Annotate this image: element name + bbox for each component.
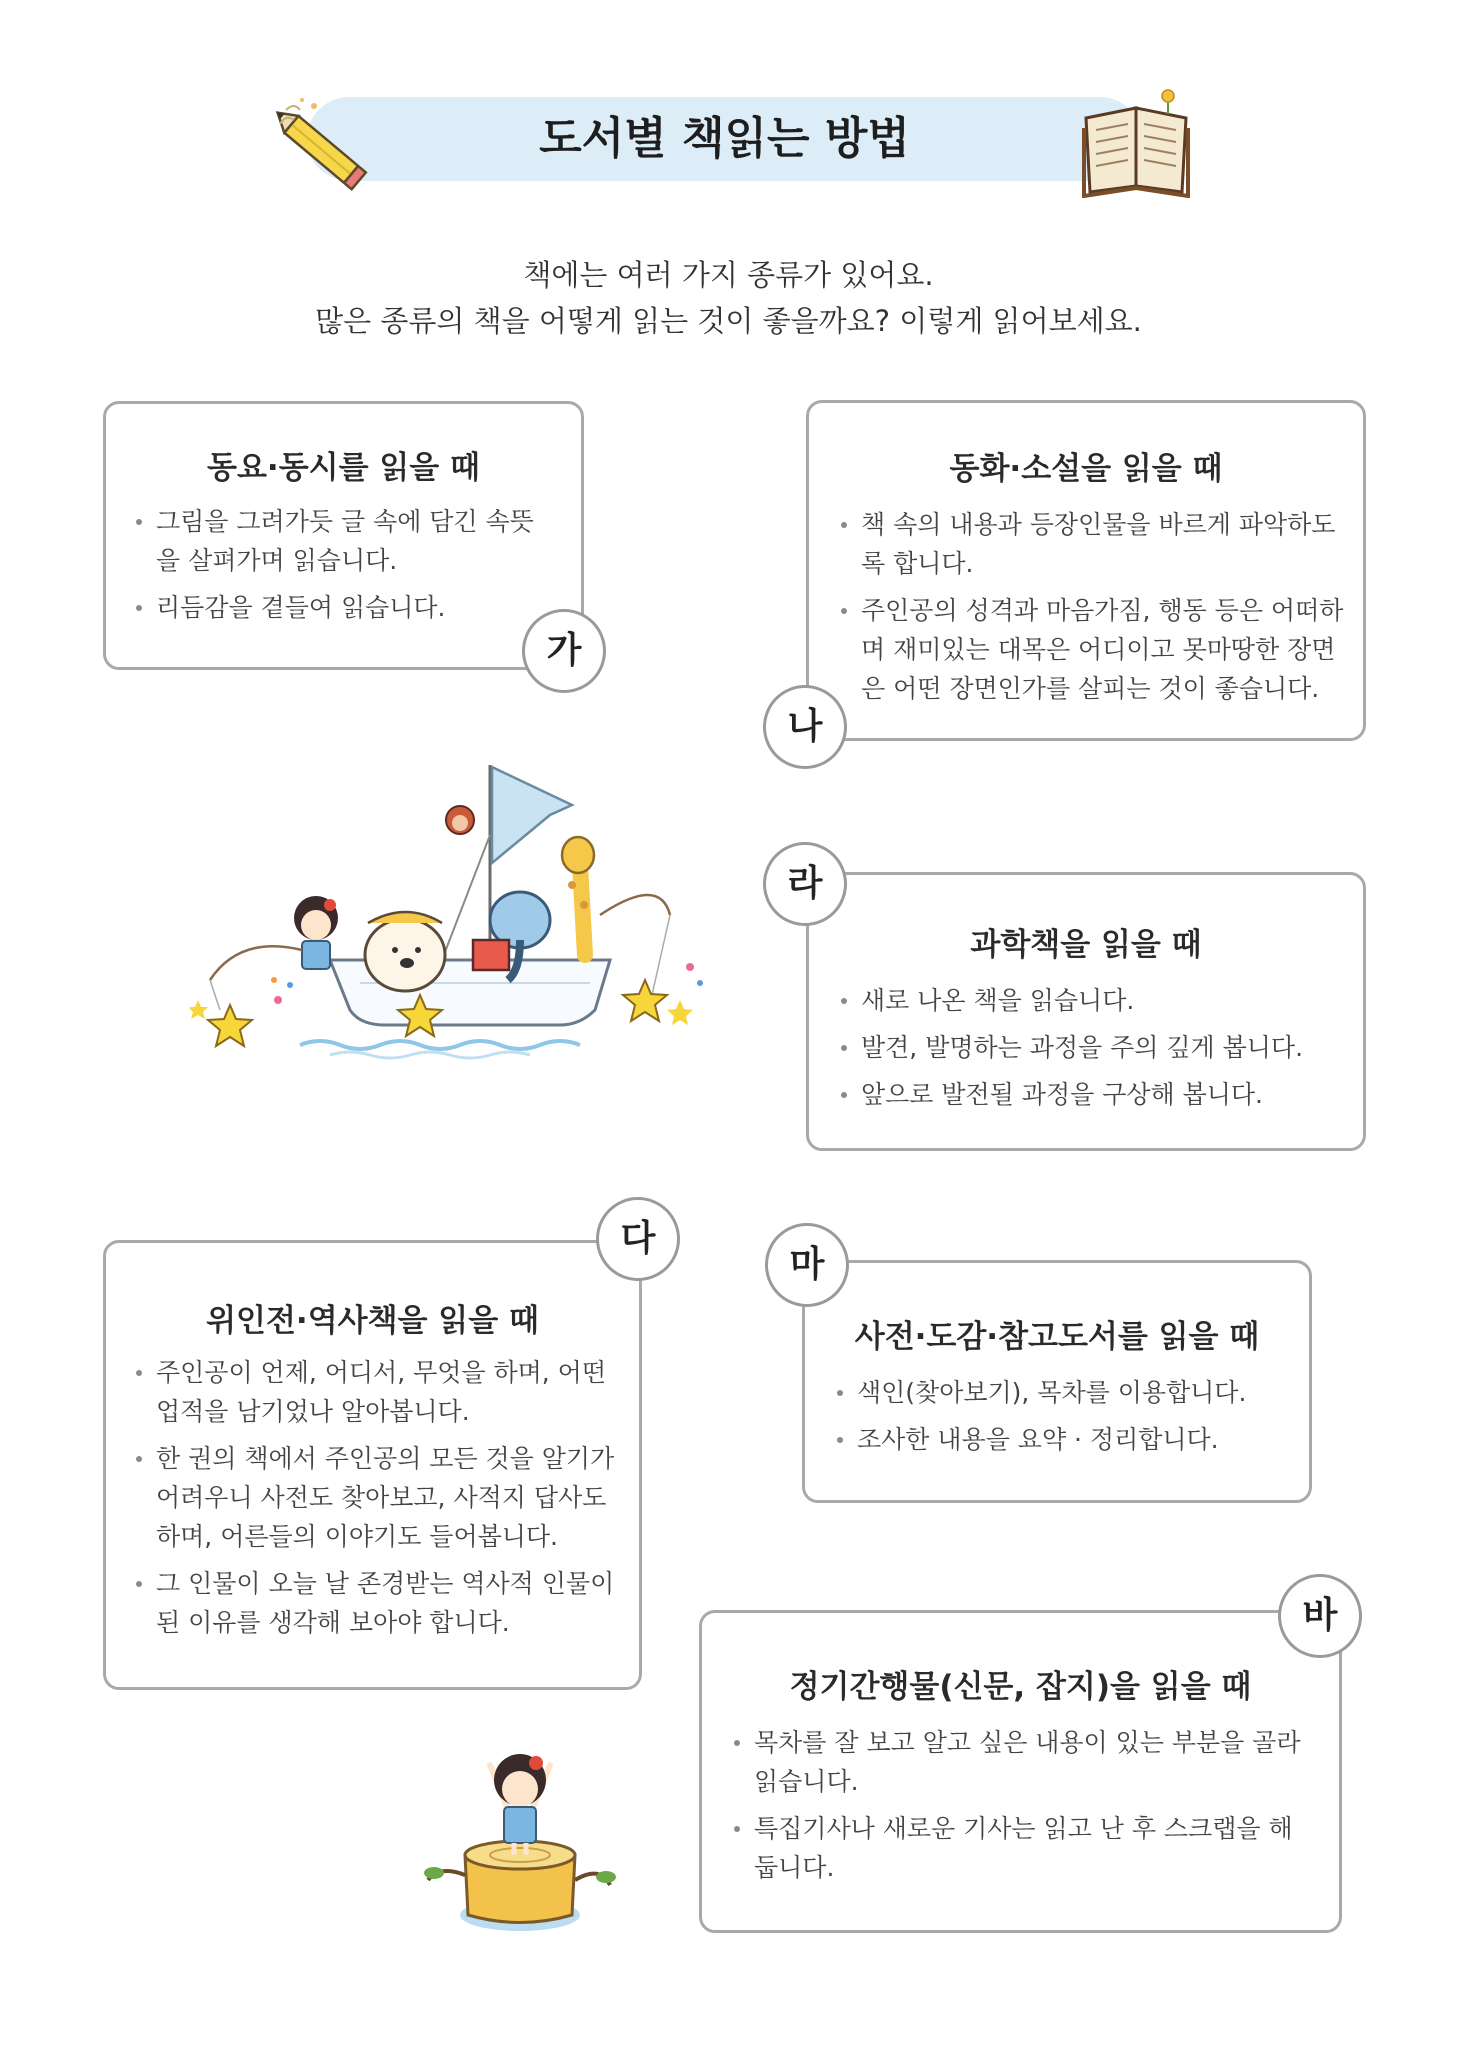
bullet-item: 앞으로 발전될 과정을 구상해 봅니다. <box>839 1075 1344 1114</box>
bullet-item: 조사한 내용을 요약 · 정리합니다. <box>835 1420 1295 1459</box>
bullet-item: 한 권의 책에서 주인공의 모든 것을 알기가 어려우니 사전도 찾아보고, 사적지 답사도 하며, 어른들의 이야기도 들어봅니다. <box>134 1439 624 1556</box>
badge-ra: 라 <box>763 842 847 926</box>
card-title: 과학책을 읽을 때 <box>970 927 1202 963</box>
girl-on-stump-illustration <box>420 1715 620 1945</box>
card-title: 정기간행물(신문, 잡지)을 읽을 때 <box>789 1669 1252 1705</box>
bullet-item: 새로 나온 책을 읽습니다. <box>839 981 1344 1020</box>
badge-ma: 마 <box>765 1223 849 1307</box>
card-reference-books <box>802 1260 1312 1503</box>
bullet-item: 리듬감을 곁들여 읽습니다. <box>134 588 554 627</box>
card-periodicals <box>699 1610 1342 1933</box>
bullet-list <box>732 1723 1322 1895</box>
badge-da: 다 <box>596 1197 680 1281</box>
bullet-list <box>134 1353 624 1650</box>
bullet-item: 목차를 잘 보고 알고 싶은 내용이 있는 부분을 골라 읽습니다. <box>732 1723 1322 1801</box>
bullet-list <box>839 505 1344 716</box>
card-title: 위인전·역사책을 읽을 때 <box>206 1303 539 1339</box>
intro-line-1: 책에는 여러 가지 종류가 있어요. <box>523 258 934 292</box>
open-book-icon <box>1076 88 1206 198</box>
card-nursery-rhymes <box>103 401 584 670</box>
bullet-item: 그림을 그려가듯 글 속에 담긴 속뜻을 살펴가며 읽습니다. <box>134 502 554 580</box>
intro-text <box>0 252 1457 344</box>
bullet-list <box>134 502 554 635</box>
bullet-item: 발견, 발명하는 과정을 주의 깊게 봅니다. <box>839 1028 1344 1067</box>
card-title: 동화·소설을 읽을 때 <box>949 451 1223 487</box>
bullet-item: 색인(찾아보기), 목차를 이용합니다. <box>835 1373 1295 1412</box>
intro-line-2: 많은 종류의 책을 어떻게 읽는 것이 좋을까요? 이렇게 읽어보세요. <box>315 304 1142 338</box>
badge-na: 나 <box>763 685 847 769</box>
card-title: 사전·도감·참고도서를 읽을 때 <box>854 1319 1260 1355</box>
bullet-list <box>835 1373 1295 1467</box>
page-title: 도서별 책읽는 방법 <box>539 113 910 164</box>
card-title: 동요·동시를 읽을 때 <box>207 450 480 486</box>
bullet-item: 특집기사나 새로운 기사는 읽고 난 후 스크랩을 해 둡니다. <box>732 1809 1322 1887</box>
card-biography-history <box>103 1240 642 1690</box>
boat-illustration <box>190 755 710 1080</box>
badge-ba: 바 <box>1278 1574 1362 1658</box>
bullet-item: 주인공의 성격과 마음가짐, 행동 등은 어떠하며 재미있는 대목은 어디이고 못마땅한 장면은 어떤 장면인가를 살피는 것이 좋습니다. <box>839 591 1344 708</box>
pencil-icon <box>272 92 382 192</box>
card-fairy-tales <box>806 400 1366 741</box>
bullet-list <box>839 981 1344 1122</box>
card-science <box>806 872 1366 1151</box>
bullet-item: 주인공이 언제, 어디서, 무엇을 하며, 어떤 업적을 남기었나 알아봅니다. <box>134 1353 624 1431</box>
bullet-item: 그 인물이 오늘 날 존경받는 역사적 인물이 된 이유를 생각해 보아야 합니다. <box>134 1564 624 1642</box>
bullet-item: 책 속의 내용과 등장인물을 바르게 파악하도록 합니다. <box>839 505 1344 583</box>
badge-ga: 가 <box>522 609 606 693</box>
